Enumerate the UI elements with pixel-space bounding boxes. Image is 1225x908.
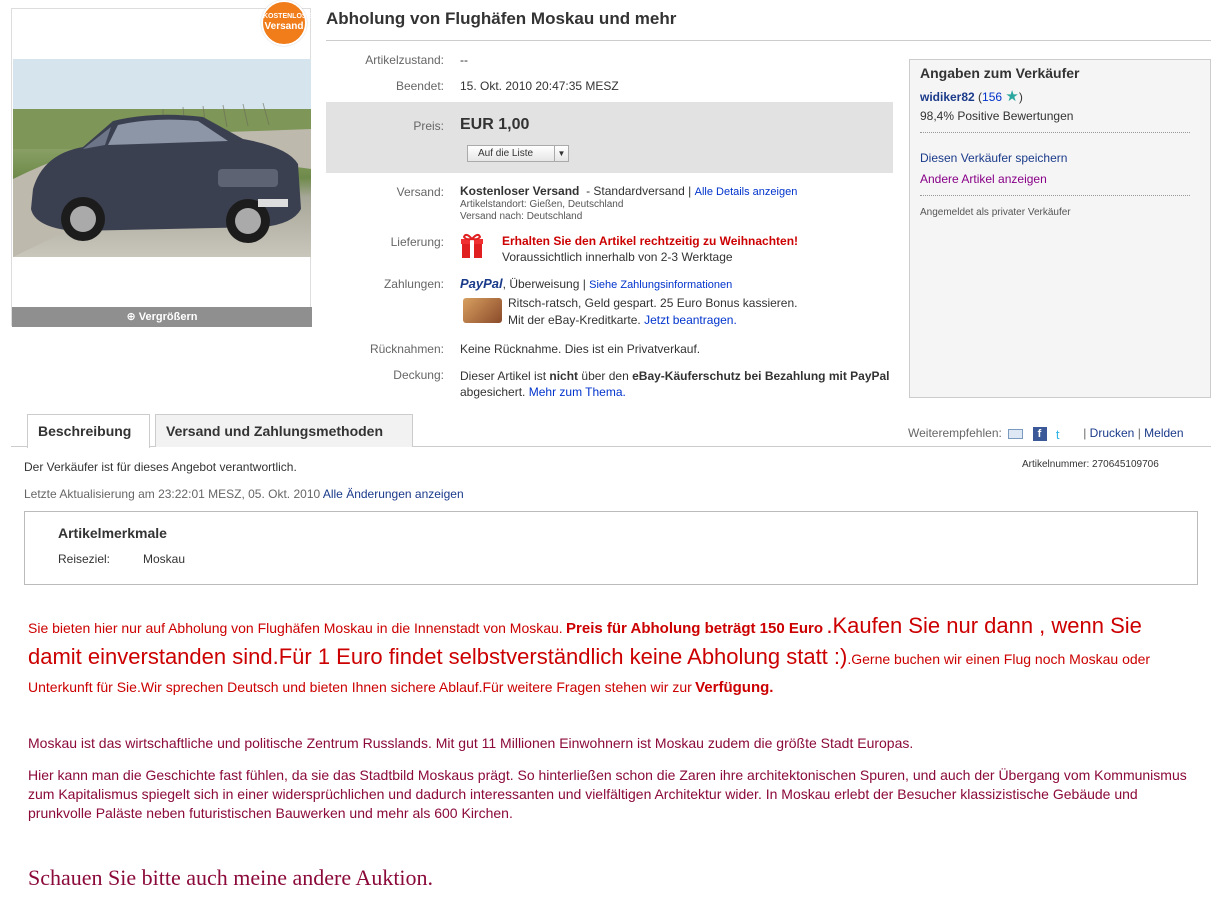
description-paragraph-2: Moskau ist das wirtschaftliche und politische Zentrum Russlands. Mit gut 11 Millionen Einwohnern ist Moskau zudem die größte Stadt Europas. <box>28 735 914 751</box>
coverage-bold: eBay-Käuferschutz bei Bezahlung mit PayPal <box>632 369 890 383</box>
destination-value: Moskau <box>143 552 186 566</box>
returns-value: Keine Rücknahme. Dies ist ein Privatverkauf. <box>460 342 701 356</box>
coverage-text-3: abgesichert. <box>460 385 526 399</box>
responsibility-text: Der Verkäufer ist für dieses Angebot verantwortlich. <box>24 460 297 474</box>
description-paragraph-4: Schauen Sie bitte auch meine andere Auktion. <box>28 865 434 890</box>
delivery-estimate: Voraussichtlich innerhalb von 2-3 Werktage <box>502 250 733 264</box>
payment-info-link[interactable]: Siehe Zahlungsinformationen <box>589 279 733 291</box>
shipping-standard: - Standardversand <box>586 184 685 198</box>
paren-close: ) <box>1018 90 1023 104</box>
shipping-row <box>460 184 797 198</box>
item-number: Artikelnummer: 270645109706 <box>1022 459 1159 470</box>
payment-label: Zahlungen: <box>383 277 444 291</box>
credit-card-icon <box>463 298 502 323</box>
divider <box>920 195 1190 196</box>
last-update: Letzte Aktualisierung am 23:22:01 MESZ, 05. Okt. 2010 <box>24 487 321 501</box>
email-icon[interactable] <box>1008 429 1023 439</box>
desc-p1-a: Sie bieten hier nur auf Abholung von Flughäfen Moskau in die Innenstadt von Moskau. <box>28 620 563 636</box>
share-label: Weiterempfehlen: <box>908 426 1002 440</box>
returns-label: Rücknahmen: <box>369 342 444 356</box>
watchlist-label: Auf die Liste <box>478 148 534 159</box>
divider <box>920 132 1190 133</box>
payment-row <box>460 276 732 291</box>
enlarge-label: Vergrößern <box>138 311 198 323</box>
card-promo-row <box>508 313 737 327</box>
separator: | <box>1137 426 1141 440</box>
zoom-icon: ⊕ <box>126 311 139 323</box>
item-location: Artikelstandort: Gießen, Deutschland <box>460 199 624 210</box>
seller-name-row <box>920 87 1023 105</box>
private-seller: Angemeldet als privater Verkäufer <box>920 207 1071 218</box>
destination-label: Reiseziel: <box>58 552 111 566</box>
tab-description[interactable]: Beschreibung <box>27 414 150 448</box>
description-paragraph-1 <box>28 612 1178 702</box>
coverage-link[interactable]: Mehr zum Thema. <box>528 385 626 399</box>
seller-name-link[interactable]: widiker82 <box>920 90 975 104</box>
item-photo[interactable] <box>13 59 311 257</box>
coverage-text <box>460 368 892 400</box>
seller-feedback: 98,4% Positive Bewertungen <box>920 109 1074 123</box>
free-shipping-badge <box>261 0 317 46</box>
add-to-watchlist-button[interactable] <box>467 145 569 162</box>
seller-info-box <box>909 59 1211 398</box>
twitter-icon[interactable]: t <box>1055 426 1060 442</box>
car-image <box>13 59 311 257</box>
shipping-free: Kostenloser Versand <box>460 184 580 198</box>
price-value: EUR 1,00 <box>460 116 530 133</box>
shipping-label: Versand: <box>396 185 444 199</box>
badge-line-2: Versand <box>264 21 304 32</box>
separator: | <box>1083 426 1087 440</box>
gift-icon <box>460 232 484 263</box>
item-attributes-box <box>24 511 1198 585</box>
desc-p1-d: .Gerne buchen wir einen Flug noch Moskau oder Unterkunft für Sie.Wir sprechen Deutsch und bieten Ihnen sichere Ablauf.Für weitere Fragen stehen wir zur <box>28 651 1151 695</box>
tab-shipping-payment[interactable]: Versand und Zahlungsmethoden <box>155 414 413 447</box>
enlarge-button[interactable] <box>12 307 312 327</box>
card-apply-link[interactable]: Jetzt beantragen. <box>644 313 737 327</box>
coverage-text-2: über den <box>581 369 629 383</box>
condition-value: -- <box>460 53 468 67</box>
price-label: Preis: <box>413 119 444 133</box>
item-title: Abholung von Flughäfen Moskau und mehr <box>326 9 1211 41</box>
last-update-row <box>24 487 464 501</box>
facebook-icon[interactable]: f <box>1033 427 1047 441</box>
star-icon[interactable]: ★ <box>1005 88 1019 105</box>
coverage-not: nicht <box>549 369 579 383</box>
coverage-label: Deckung: <box>393 368 444 382</box>
attributes-heading: Artikelmerkmale <box>58 525 167 541</box>
paypal-logo: PayPal <box>460 276 503 291</box>
desc-p1-e: Verfügung. <box>695 679 774 696</box>
share-row <box>908 426 1184 441</box>
other-items-link[interactable]: Andere Artikel anzeigen <box>920 172 1047 186</box>
shipping-details-link[interactable]: Alle Details anzeigen <box>694 186 798 198</box>
all-changes-link[interactable]: Alle Änderungen anzeigen <box>322 487 464 501</box>
coverage-text-1: Dieser Artikel ist <box>460 369 547 383</box>
card-promo-2: Mit der eBay-Kreditkarte. <box>508 313 641 327</box>
delivery-christmas: Erhalten Sie den Artikel rechtzeitig zu Weihnachten! <box>502 234 799 248</box>
item-image-panel <box>11 8 317 326</box>
delivery-label: Lieferung: <box>390 235 444 249</box>
description-paragraph-3: Hier kann man die Geschichte fast fühlen, da sie das Stadtbild Moskaus prägt. So hinterließen schon die Zaren ihre architektonischen Spuren, und auch der Übergang vom Kommunismus zum Kapitalismus spiegelt sich in einer widersprüchlichen und dadurch interessanten und vielfältigen Architektur wider. In Moskau erlebt der Besucher klassizistische Gebäude und prunkvolle Paläste neben futuristischen Bauwerken und mehr als 600 Kirchen. <box>28 767 1187 821</box>
desc-p1-c: .Kaufen Sie nur dann , wenn Sie damit einverstanden sind.Für 1 Euro findet selbstverständlich keine Abholung statt :) <box>28 613 1142 669</box>
ended-value: 15. Okt. 2010 20:47:35 MESZ <box>460 79 619 93</box>
separator: | <box>688 184 692 198</box>
price-band <box>326 102 893 173</box>
seller-heading: Angaben zum Verkäufer <box>920 65 1080 81</box>
report-link[interactable]: Melden <box>1144 426 1184 440</box>
ships-to: Versand nach: Deutschland <box>460 211 583 222</box>
condition-label: Artikelzustand: <box>365 53 444 67</box>
dropdown-arrow-icon[interactable]: ▼ <box>554 146 568 161</box>
paren-open: ( <box>978 90 983 104</box>
payment-methods: , Überweisung | <box>502 277 586 291</box>
print-link[interactable]: Drucken <box>1089 426 1135 440</box>
card-promo-1: Ritsch-ratsch, Geld gespart. 25 Euro Bonus kassieren. <box>508 296 798 310</box>
seller-score-link[interactable]: 156 <box>982 90 1003 104</box>
badge-line-1: KOSTENLOSER <box>263 13 317 20</box>
ended-label: Beendet: <box>395 79 444 93</box>
desc-p1-b: Preis für Abholung beträgt 150 Euro <box>566 620 824 637</box>
save-seller-link[interactable]: Diesen Verkäufer speichern <box>920 151 1068 165</box>
